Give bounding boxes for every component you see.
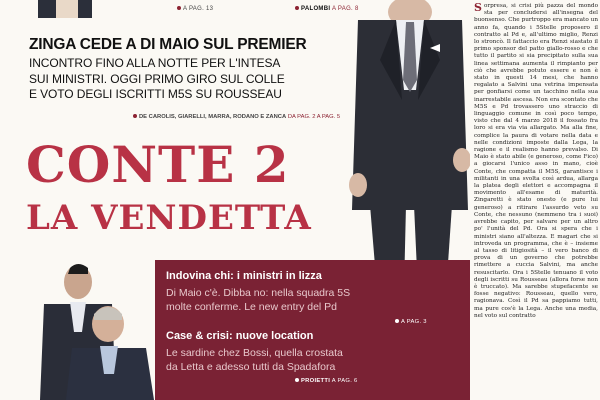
byline: DE CAROLIS, GIARELLI, MARRA, RODANO E ZANCA DA PAG. 2 A PAG. 5 bbox=[133, 114, 340, 120]
teaser-text-location bbox=[166, 347, 343, 374]
teaser-ref-ministri: A PAG. 3 bbox=[395, 319, 427, 325]
editorial-text bbox=[474, 3, 598, 320]
teaser-line: Le sardine chez Bossi, quella crostata bbox=[166, 347, 343, 359]
teaser-text-ministri bbox=[166, 287, 350, 314]
top-photo-thumbnail bbox=[38, 0, 92, 18]
deck-line: SUI MINISTRI. OGGI PRIMO GIRO SUL COLLE bbox=[29, 71, 285, 86]
teaser-box bbox=[155, 260, 480, 400]
teaser-title-ministri: Indovina chi: i ministri in lizza bbox=[166, 270, 322, 282]
deck-line: E VOTO DEGLI ISCRITTI M5S SU ROUSSEAU bbox=[29, 87, 282, 101]
politicians-photo bbox=[30, 262, 160, 400]
editorial-body: orpresa, si crisi più pazza del mondo sta per concludersi all'insegna del buonsenso. Che purtroppo era mancato un anno fa, quando i 5Stelle proposero il contratto al Pd e, all'ultimo miglio, Renzi lo stroncò. Il fattaccio era Renzi siastato il primo sponsor del patto giallo-rosso e che tutto il partito si sia precipitato sulla sua linea settimana aumenta il rimpianto per ciò che avrebbe potuto essere e non è stato in questi 14 mesi, che hanno regalato a Salvini una vetrina impensata per gonfiarsi come un tacchino nella sua inarrestabile ascesa. Non era scontato che M5S e Pd trovassero uno straccio di linguaggio comune in così poco tempo, visto che dal 4 marzo 2018 il fossato fra loro si era via via allargato. Ma alla fine, complice la paura di votare nella data e nelle condizioni imposte dalla Lega, la ragione e il realismo hanno prevalso. Di Maio è stato abile (e generoso, come Fico) a giocarsi l'unico asso in mano, cioè Conte, che compatta il M5S, garantisce i militanti in una svolta così ardua, allarga la platea degli elettori e accompagna il movimento all'esame di maturità. Zingaretti è stato onesto (e pure lui generoso) a ritirare l'assurdo veto su Conte, che nessuno (nemmeno tra i suoi) avrebbe capito, per salvare per un altro po' l'unità del Pd. Ora si spera che i ministri siano all'altezza. E magari che si introveda un programma, che è – insieme al tasso di litigiosità – il vero banco di prova di un governo che potrebbe rimettere a cuccia Salvini, ma anche resuscitarlo. Ora i 5Stelle tenuano il voto degli iscritti su Rousseau (allora forse non è truccato). Ma sarebbe stupefacente se fosse negativo: Rousseau, quello vero, ragionava. Così il Pd sa pappiamo tutti, ma pure cos'è la Lega. Anche una media, nel voto sul contratto bbox=[474, 3, 598, 319]
teaser-title-location: Case & crisi: nuove location bbox=[166, 330, 314, 342]
teaser-line: da Letta e adesso tutti da Spadafora bbox=[166, 360, 336, 373]
kicker-headline: ZINGA CEDE A DI MAIO SUL PREMIER bbox=[29, 36, 307, 53]
teaser-ref-location: PROIETTI A PAG. 6 bbox=[295, 378, 358, 384]
drop-cap: S bbox=[474, 1, 482, 14]
deck-line: INCONTRO FINO ALLA NOTTE PER L'INTESA bbox=[29, 56, 281, 70]
teaser-line: Di Maio c'è. Dibba no: nella squadra 5S bbox=[166, 287, 351, 299]
teaser-line: molte conferme. Le new entry del Pd bbox=[166, 300, 338, 313]
deck-text bbox=[29, 56, 329, 103]
top-page-ref: A PAG. 13 bbox=[177, 6, 213, 12]
top-author-ref: PALOMBI A PAG. 8 bbox=[295, 6, 359, 12]
main-headline-line2: LA VENDETTA bbox=[26, 198, 312, 238]
main-headline-line1: CONTE 2 bbox=[26, 135, 290, 194]
editorial-column bbox=[470, 0, 600, 400]
